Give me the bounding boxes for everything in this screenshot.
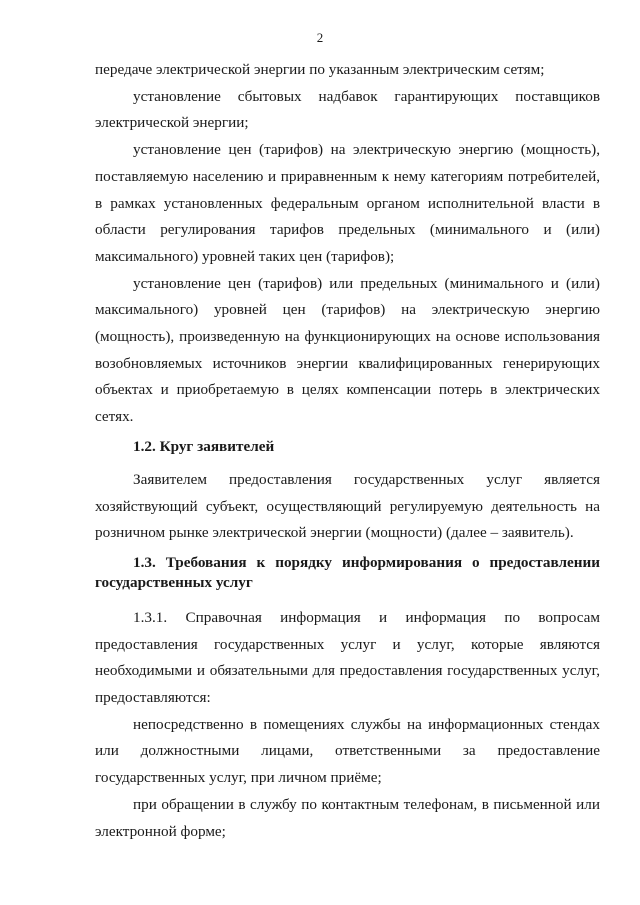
document-body (95, 57, 600, 845)
section-heading-1-2: 1.2. Круг заявителей (133, 437, 275, 455)
paragraph-7: непосредственно в помещениях службы на информационных стендах или должностными лицами, ответственными за предоставление государственных услуг, при личном приёме; (95, 715, 600, 787)
paragraph-6: 1.3.1. Справочная информация и информация по вопросам предоставления государственных услуг и услуг, которые являются необходимыми и обязательными для предоставления государственных услуг, предоставляются: (95, 608, 600, 707)
paragraph-4: установление цен (тарифов) или предельных (минимального и (или) максимального) уровней цен (тарифов) на электрическую энергию (мощность), произведенную на функционирующих на основе использования возобновляемых источников энергии квалифицированных генерирующих объектах и приобретаемую в целях компенсации потерь в электрических сетях. (95, 274, 600, 426)
paragraph-8: при обращении в службу по контактным телефонам, в письменной или электронной форме; (95, 795, 600, 840)
paragraph-2: установление сбытовых надбавок гарантирующих поставщиков электрической энергии; (95, 87, 600, 132)
page-number: 2 (316, 30, 324, 45)
section-heading-1-3: 1.3. Требования к порядку информирования о предоставлении государственных услуг (95, 553, 600, 591)
paragraph-1: передаче электрической энергии по указанным электрическим сетям; (95, 61, 545, 78)
paragraph-3: установление цен (тарифов) на электрическую энергию (мощность), поставляемую населению и приравненным к нему категориям потребителей, в рамках установленных федеральным органом исполнительной власти в области регулирования тарифов предельных (минимального и (или) максимального) уровней таких цен (тарифов); (95, 141, 600, 265)
paragraph-5: Заявителем предоставления государственных услуг является хозяйствующий субъект, осуществляющий регулируемую деятельность на розничном рынке электрической энергии (мощности) (далее – заявитель). (95, 470, 600, 542)
